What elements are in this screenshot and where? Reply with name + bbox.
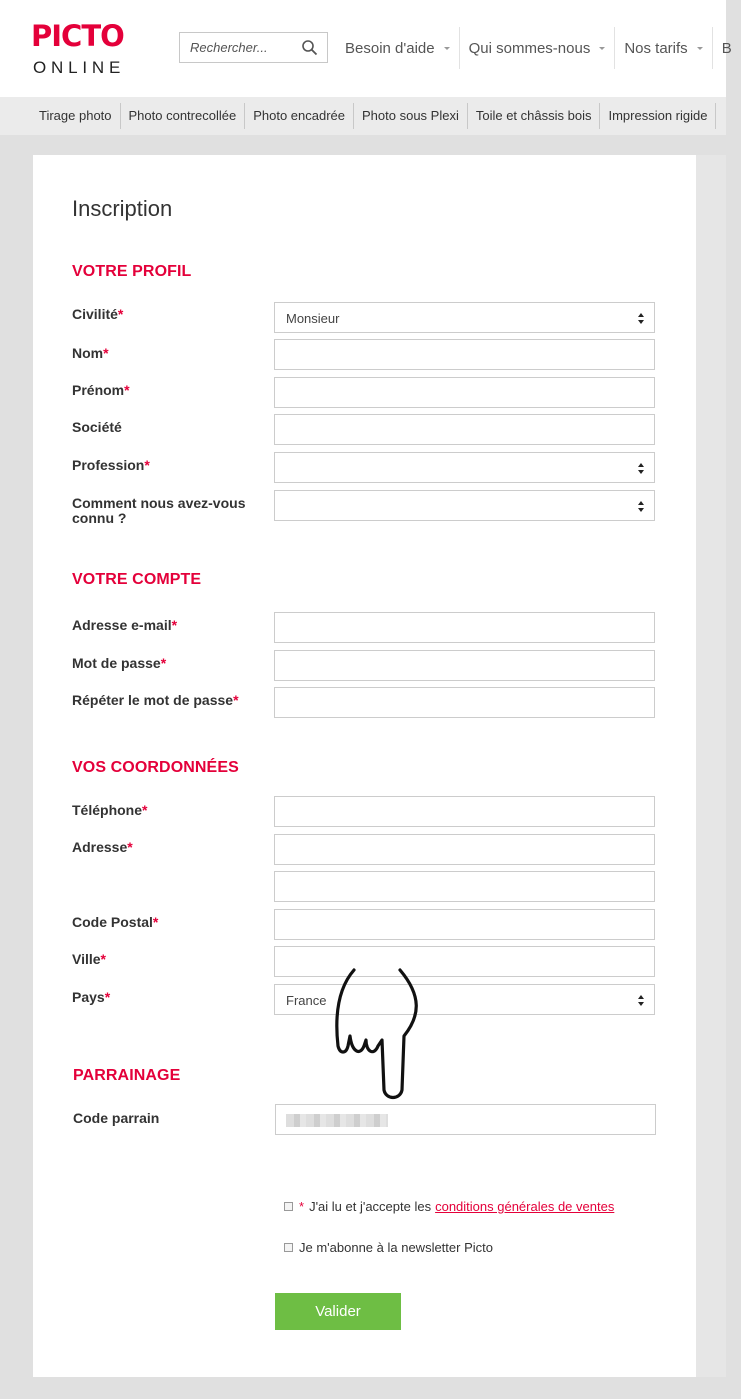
password-input[interactable]: [274, 650, 655, 681]
required-mark: *: [124, 382, 130, 398]
cgv-label: J'ai lu et j'accepte les: [309, 1199, 432, 1214]
category-photo-contrecollee[interactable]: Photo contrecollée: [121, 103, 246, 129]
valider-button[interactable]: Valider: [275, 1293, 401, 1330]
newsletter-label: Je m'abonne à la newsletter Picto: [299, 1240, 493, 1255]
required-mark: *: [103, 345, 109, 361]
code-postal-input[interactable]: [274, 909, 655, 940]
required-mark: *: [104, 989, 111, 1005]
select-arrows-icon: [638, 501, 644, 512]
top-navigation: [336, 27, 741, 69]
category-tirage-photo[interactable]: Tirage photo: [31, 103, 121, 129]
nav-label: Besoin d'aide: [345, 39, 435, 57]
section-title-compte: VOTRE COMPTE: [72, 571, 202, 588]
chevron-down-icon: [599, 47, 605, 50]
required-mark: *: [160, 655, 167, 671]
chevron-down-icon: [697, 47, 703, 50]
required-mark: *: [233, 692, 239, 708]
page-title: Inscription: [72, 196, 173, 221]
telephone-input[interactable]: [274, 796, 655, 827]
section-title-parrainage: PARRAINAGE: [73, 1067, 181, 1084]
section-title-coordonnees: VOS COORDONNÉES: [72, 759, 239, 776]
profession-select[interactable]: [274, 452, 655, 483]
category-photo-encadree[interactable]: Photo encadrée: [245, 103, 354, 129]
nav-nos-tarifs[interactable]: [615, 27, 712, 69]
side-strip: [696, 155, 726, 1377]
label-civilite: Civilité*: [72, 306, 124, 322]
chevron-down-icon: [444, 47, 450, 50]
label-comment-connu: Comment nous avez-vous connu ?: [72, 495, 246, 526]
label-adresse: Adresse*: [72, 839, 133, 855]
required-mark: *: [152, 914, 159, 930]
logo-brand: PICTO: [31, 19, 124, 53]
newsletter-checkbox[interactable]: [284, 1243, 293, 1252]
newsletter-row: [284, 1240, 493, 1255]
civilite-select[interactable]: [274, 302, 655, 333]
nav-label: B: [721, 39, 732, 57]
label-pays: Pays*: [72, 989, 111, 1005]
required-mark: *: [144, 457, 150, 473]
category-bar: [0, 97, 726, 135]
label-email: Adresse e-mail*: [72, 617, 178, 633]
label-code-postal: Code Postal*: [72, 914, 159, 930]
nav-besoin-aide[interactable]: [336, 27, 460, 69]
label-ville: Ville*: [72, 951, 106, 967]
cgv-checkbox[interactable]: [284, 1202, 293, 1211]
civilite-value: Monsieur: [286, 311, 340, 326]
required-mark: *: [171, 617, 178, 633]
picto-logo[interactable]: [31, 20, 143, 78]
required-mark: *: [127, 839, 133, 855]
site-header: [0, 0, 732, 97]
pays-value: France: [286, 993, 327, 1008]
nav-label: Qui sommes-nous: [468, 39, 591, 57]
required-mark: *: [100, 951, 106, 967]
label-profession: Profession*: [72, 457, 150, 473]
category-toile-chassis[interactable]: Toile et châssis bois: [468, 103, 601, 129]
pointing-hand-icon: [330, 966, 426, 1102]
label-password-repeat: Répéter le mot de passe*: [72, 692, 239, 708]
logo-subtitle: ONLINE: [33, 58, 126, 77]
email-input[interactable]: [274, 612, 655, 643]
cgv-row: [284, 1199, 614, 1214]
section-title-profil: VOTRE PROFIL: [72, 263, 192, 280]
select-arrows-icon: [638, 313, 644, 324]
label-telephone: Téléphone*: [72, 802, 148, 818]
category-photo-sous-plexi[interactable]: Photo sous Plexi: [354, 103, 468, 129]
label-prenom: Prénom*: [72, 382, 130, 398]
nom-input[interactable]: [274, 339, 655, 370]
prenom-input[interactable]: [274, 377, 655, 408]
blurred-code: [286, 1114, 388, 1127]
label-societe: Société: [72, 419, 122, 435]
label-password: Mot de passe*: [72, 655, 167, 671]
nav-qui-sommes-nous[interactable]: [460, 27, 616, 69]
search-icon[interactable]: [301, 39, 318, 56]
required-mark: *: [117, 306, 124, 322]
adresse-input-2[interactable]: [274, 871, 655, 902]
nav-item-truncated[interactable]: [713, 27, 741, 69]
societe-input[interactable]: [274, 414, 655, 445]
category-impression-rigide[interactable]: Impression rigide: [600, 103, 716, 129]
select-arrows-icon: [638, 995, 644, 1006]
search-input[interactable]: [180, 33, 298, 62]
password-repeat-input[interactable]: [274, 687, 655, 718]
comment-connu-select[interactable]: [274, 490, 655, 521]
label-nom: Nom*: [72, 345, 109, 361]
nav-label: Nos tarifs: [624, 39, 688, 57]
select-arrows-icon: [638, 463, 644, 474]
adresse-input-1[interactable]: [274, 834, 655, 865]
cgv-link[interactable]: conditions générales de ventes: [435, 1199, 615, 1214]
search-box: [179, 32, 328, 63]
label-code-parrain: Code parrain: [73, 1110, 160, 1126]
code-parrain-input[interactable]: [275, 1104, 656, 1135]
required-mark: *: [299, 1199, 305, 1214]
required-mark: *: [142, 802, 148, 818]
